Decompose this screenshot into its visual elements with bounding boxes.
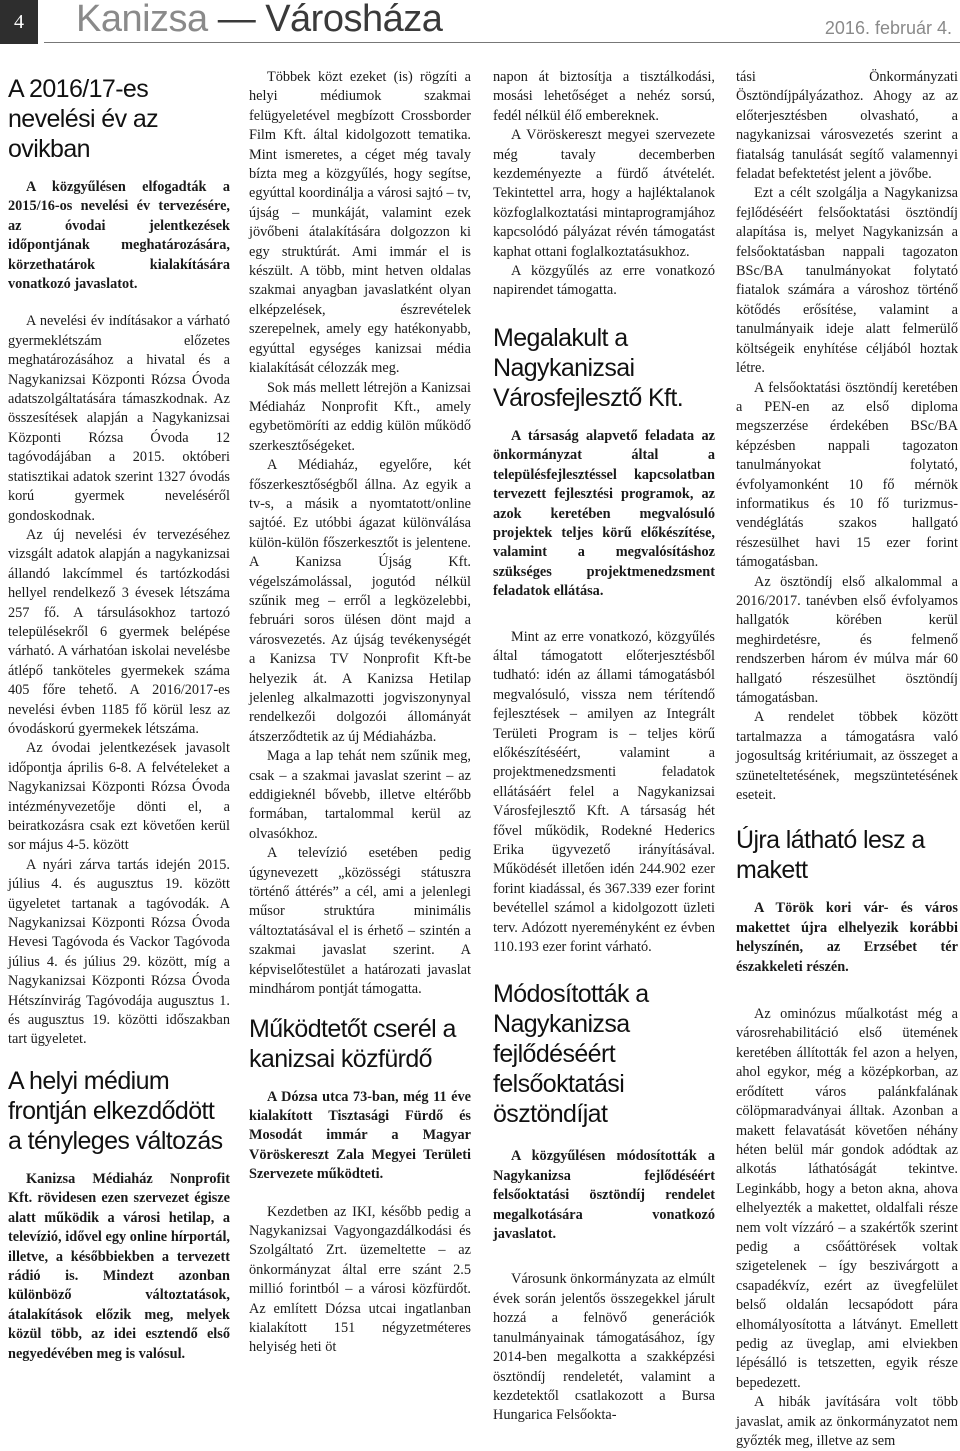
issue-date: 2016. február 4. <box>824 18 952 38</box>
column-4 <box>736 68 958 1449</box>
lead-makett: A Török kori vár- és város makettet újra elhelyezik korábbi helyszínén, az Erzsébet tér északkeleti részén. <box>736 900 958 975</box>
headline-osztondij: Módosították a Nagykanizsa fejlődéséért felsőoktatási ösztöndíjat <box>493 980 649 1129</box>
lead-osztondij: A közgyűlésen módosították a Nagykanizsa fejlődéséért felsőoktatási ösztöndíj rendelet megalkotására vonatkozó javaslatot. <box>493 1148 715 1243</box>
paragraph: A televízió esetében pedig úgynevezett „közösségi státuszra történő áttérés” a cél, ami a jelenlegi műsor struktúra minimális változtatásával el is érhető – szintén a szakmai javaslat szerint. A képviselőtestület a határozati javaslat mindhárom pontját támogatta. <box>249 845 471 998</box>
paragraph: A nyári zárva tartás idején 2015. július 4. és augusztus 19. között ügyeletet tartanak a tagóvodák. A Nagykanizsai Központi Rózsa Óvoda Hevesi Tagóvoda és Vackor Tagóvoda július 4. és július 29. között, míg a Nagykanizsai Központi Rózsa Óvoda Hétszínvirág Tagóvodája augusztus 1. és augusztus 19. közötti időszakban tart ügyeletet. <box>8 856 230 1048</box>
masthead <box>76 0 442 41</box>
lead-helyi-medium: Kanizsa Médiaház Nonprofit Kft. rövidesen ezen szervezet égisze alatt működik a városi hetilap, a televízió, idővel egy online hírportál, illetve, a későbbiekben a tervezett rádió is. Mindezt azonban különböző változtatások, átalakítások előzik meg, melyek közül több, az idei esztendő első negyedévében meg is valósul. <box>8 1170 230 1362</box>
paragraph: Többek közt ezeket (is) rögzíti a helyi médiumok szakmai felügyeletével megbízott Crossborder Film Kft. által kidolgozott tematika. Mint ismeretes, a céget még tavaly bízta meg a közgyűlés, hogy segítse, egyúttal koordinálja a városi sajtó – tv, újság – munkáját, valamint ezek jövőbeni átalakítására dolgozzon ki egy struktúrát. Ami immár el is készült. A több, mint hetven oldalas szakmai anyagban javaslatként olyan elképzelések, észrevételek szerepelnek, amely egy hatékonyabb, egyúttal egységes kanizsai média kialakítását célozzák meg. <box>249 69 471 377</box>
column-1 <box>8 68 230 1398</box>
paragraph: A rendelet többek között tartalmazza a támogatásra való jogosultság kritériumait, az összeget a szüneteltetésének, megszüntetésének eseteit. <box>736 709 958 804</box>
paragraph: A Médiaház, egyelőre, két főszerkesztőségből állna. Az egyik a tv-s, a másik a nyomtatott/online sajtóé. Ez utóbbi ágazat különválása külön-külön főszerkesztőt is jelentene. A Kanizsa Újság Kft. végelszámolással, jogutód nélkül szűnik meg – erről a legközelebbi, februári soros ülésen dönt majd a városvezetés. Az újság tevékenységét a Kanizsa TV Nonprofit Kft-be helyezik át. A Kanizsa Hetilap jelenleg alkalmazotti jogviszonynyal rendelkezői dolgozói állományát átszerződtetik az új Médiaházba. <box>249 457 471 745</box>
paragraph: A Vöröskereszt megyei szervezete még tavaly decemberben kezdeményezte a fürdő átvételét. Tekintettel arra, hogy a hajléktalanok közfoglalkoztatási mintaprogramjához kapcsolódó pályázat révén támogatást kaphat ottani foglalkoztatásukhoz. <box>493 127 715 260</box>
lead-varosfejleszto: A társaság alapvető feladata az önkormányzat által a településfejlesztéssel kapcsolatban tervezett fejlesztési programok, az azok keretében megvalósuló projektek teljes körű előkészítése, valamint a megvalósításhoz szükséges projektmenedzsment feladatok ellátása. <box>493 427 715 600</box>
page-number: 4 <box>0 0 38 44</box>
headline-makett: Újra látható lesz a makett <box>736 826 925 885</box>
paragraph: A felsőoktatási ösztöndíj keretében a PEN-en az első diploma megszerzése érdekében BSc/BA képzésben nappali tagozaton tanulmányokat folytató, évfolyamonként 10 fő mérnök informatikus és 10 fő turizmus- vendéglátás szakos hallgató részesülhet havi 15 ezer forint támogatásban. <box>736 379 958 571</box>
headline-kozfurdo: Működtetőt cserél a kanizsai közfürdő <box>249 1014 456 1073</box>
paragraph: A közgyűlés az erre vonatkozó napirendet támogatta. <box>493 263 715 299</box>
masthead-kanizsa: Kanizsa <box>76 0 208 40</box>
paragraph: tási Önkormányzati Ösztöndíjpályázathoz. Ahogy az az előterjesztésben olvasható, a nagykanizsai városvezetés szerint a fiatalság tanulását segítő valamennyi feladat befektetést jelent a jövőbe. <box>736 69 958 183</box>
paragraph: Mint az erre vonatkozó, közgyűlés által támogatott előterjesztésből tudható: idén az állami támogatásból megvalósuló, vissza nem térítendő fejlesztések – amilyen az Integrált Területi Program is – teljes körű előkészítéséért, valamint a projektmenedzsmenti feladatok ellátásáért felel a Nagykanizsai Városfejlesztő Kft. A társaság hét fővel működik, Rodekné Hederics Erika ügyvezető irányításával. Működését illetően idén 244.902 ezer forint kiadással, és 367.339 ezer forint bevétellel számol a kidolgozott üzleti terv. Adózott nyereményként ez évben 110.193 ezer forint várható. <box>493 628 715 956</box>
column-3 <box>493 68 715 1424</box>
paragraph: Maga a lap tehát nem szűnik meg, csak – a szakmai javaslat szerint – az eddigieknél bővebb, illetve eltérőbb formában, tartalommal kerül az olvasókhoz. <box>249 748 471 842</box>
headline-helyi-medium: A helyi médium frontján elkezdődött a tényleges változás <box>8 1066 223 1155</box>
paragraph: Ezt a célt szolgálja a Nagykanizsa fejlődéséért felsőoktatási ösztöndíj alapítása is, melyet Nagykanizsán a felsőoktatásban nappali tagozaton BSc/BA tanulmányokat folytató fiatalok számára a városhoz történő kötődés erősítése, valamint a tanulmányaik ideje alatt felmerülő költségeik enyhítése céljából hoztak létre. <box>736 185 958 377</box>
masthead-dash: — <box>217 0 256 40</box>
paragraph: Kezdetben az IKI, később pedig a Nagykanizsai Vagyongazdálkodási és Szolgáltató Zrt. üzemeltette – az önkormányzat által erre szánt 2.5 millió forintból – a városi közfürdőt. Az említett Dózsa utcai ingatlanban kialakított 151 négyzetméteres helyiség heti öt <box>249 1203 471 1356</box>
masthead-varoshaza: Városháza <box>265 0 443 40</box>
header-rule <box>44 42 960 43</box>
headline-varosfejleszto: Megalakult a Nagykanizsai Városfejlesztő Kft. <box>493 323 684 412</box>
paragraph: Városunk önkormányzata az elmúlt évek során jelentős összegekkel járult hozzá a felnövő generációk tanulmányainak támogatásához, így 2014-ben megalkotta a szakképzési ösztöndíj rendeletét, valamint a kezdetektől csatlakozott a Bursa Hungarica Felsőokta- <box>493 1271 715 1424</box>
lead-kozfurdo: A Dózsa utca 73-ban, még 11 éve kialakított Tisztasági Fürdő és Mosodát immár a Magyar Vöröskereszt Zala Megyei Területi Szervezete működteti. <box>249 1088 471 1183</box>
paragraph: Az új nevelési év tervezéséhez vizsgált adatok alapján a nagykanizsai állandó lakcímmel és tartózkodási hellyel rendelkező 3 évesek létszáma 257 fő. A társulásokhoz tartozó településekről 6 gyermek belépése várható. A várhatóan iskolai nevelésbe átlépő tanköteles gyermekek száma 405 főre tehető. A 2016/2017-es nevelési évben 1185 fő körül lesz az óvodáskorú gyermekek létszáma. <box>8 526 230 737</box>
headline-nevelesi-ev: A 2016/17-es nevelési év az ovikban <box>8 75 159 163</box>
lead-nevelesi-ev: A közgyűlésen elfogadták a 2015/16-os nevelési év tervezésére, az óvodai jelentkezések időpontjának meghatározására, körzethatárok kialakítására vonatkozó javaslatot. <box>8 179 230 293</box>
paragraph: Sok más mellett létrejön a Kanizsai Médiaház Nonprofit Kft., amely egybetömöríti az eddig külön működő szerkesztőségeket. <box>249 379 471 454</box>
paragraph: Az ominózus műalkotást még a városrehabilitáció első ütemének keretében állították fel azon a helyen, ahol egykor, még a középkorban, az erődített város palánkfalának cölöpmaradványai álltak. Azonban a makett felavatását követően néhány héten belül már gondok adódtak az alkotás láthatóságát tekintve. Leginkább, hogy a beton akna, ahova elhelyezték a makettet, oldalfali része nem volt vízzáró – a szakértők szerint pedig a csőáttörések voltak szigetelenek – így beszivárgott a csapadékvíz, ezért az üvegfelület belső oldalán lecsapódott pára elhomályosította a látványt. Emellett pedig az üveglap, ami elviekben lépésálló is tetszetten, egyik része bepedezett. <box>736 1006 958 1391</box>
page-header <box>0 0 960 44</box>
paragraph: A nevelési év indításakor a várható gyermeklétszám előzetes meghatározásához a hivatal és a Nagykanizsai Központi Rózsa Óvoda adatszolgáltatására támaszkodnak. Az összesítések alapján a Nagykanizsai Központi Rózsa Óvoda 12 tagóvodájában a 2015. októberi statisztikai adatok szerint 1327 óvodás korú gyermek neveléséről gondoskodnak. <box>8 313 230 524</box>
paragraph: Az ösztöndíj első alkalommal a 2016/2017. tanévben első évfolyamos hallgatók körében kerül meghirdetésre, és felmenő rendszerben három év múlva már 60 hallgató részesülhet ösztöndíj támogatásban. <box>736 573 958 706</box>
paragraph: Az óvodai jelentkezések javasolt időpontja április 6-8. A felvételeket a Nagykanizsai Központi Rózsa Óvoda intézményvezetője dönti el, a beiratkozásra csak ezt követően kerül sor május 4-5. között <box>8 740 230 854</box>
paragraph: A hibák javítására volt több javaslat, amik az önkormányzatot nem győzték meg, illetve az sem <box>736 1394 958 1449</box>
column-2 <box>249 68 471 1398</box>
paragraph: napon át biztosítja a tisztálkodási, mosási lehetőséget a nehéz sorsú, fedél nélkül élő embereknek. <box>493 69 715 124</box>
